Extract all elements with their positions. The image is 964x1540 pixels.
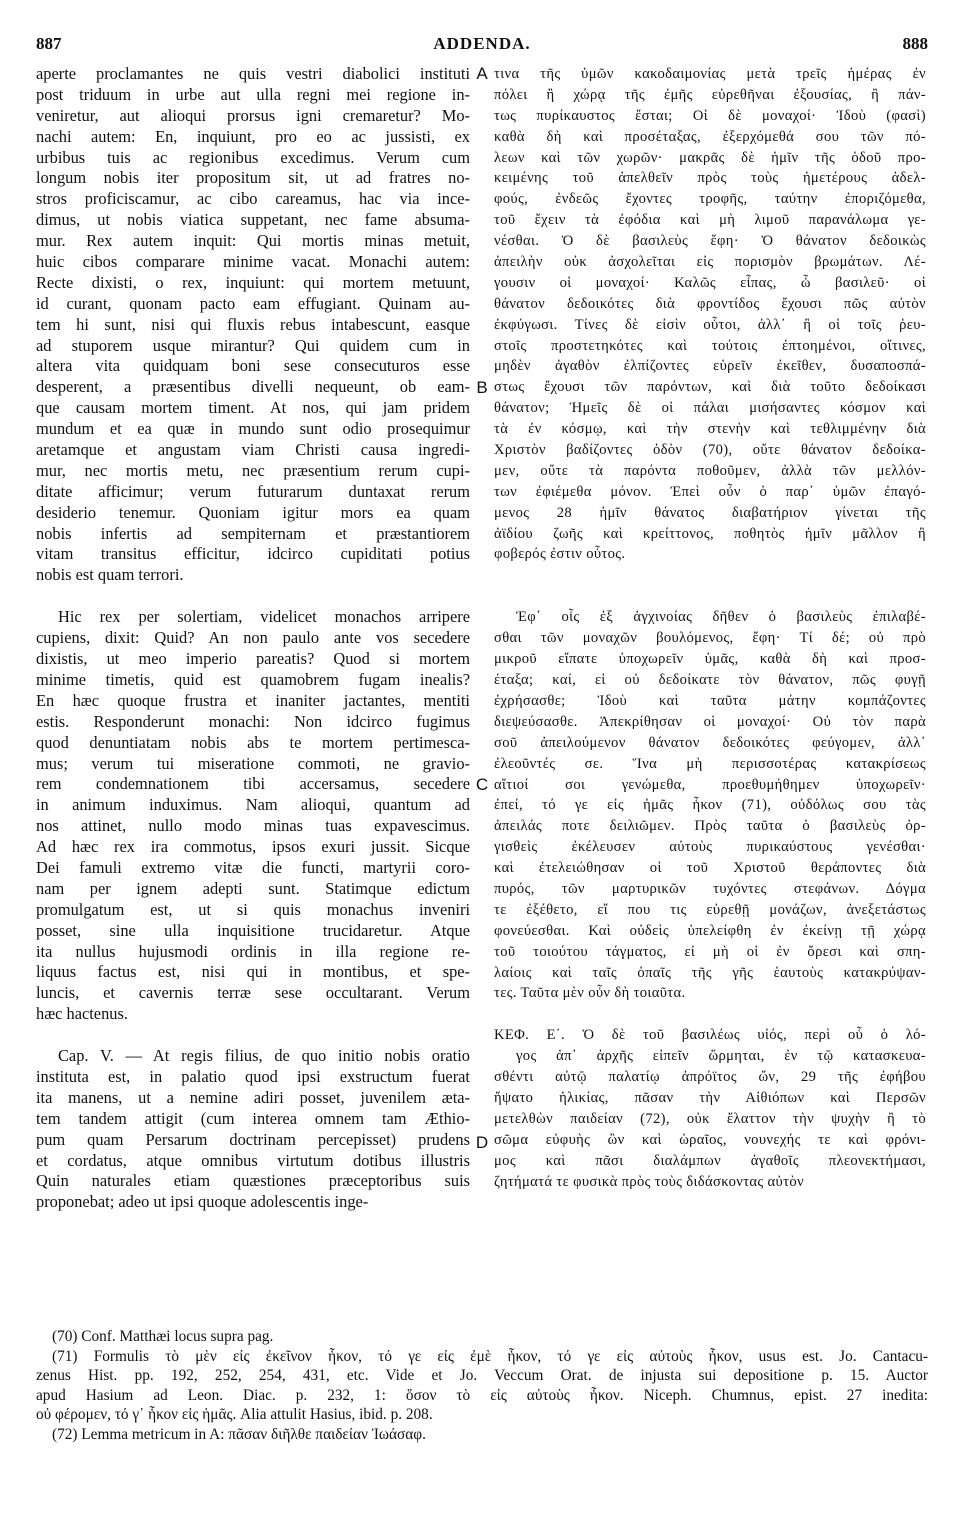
latin-text-line: que causam mortem timent. At nos, qui jam pridem	[36, 398, 470, 418]
greek-text-line: ἀπειλάς ποτε δειλιῶμεν. Πρὸς ταῦτα ὁ βασιλεὺς ὀρ-	[494, 818, 926, 835]
greek-text-line: θάνατον; Ἡμεῖς δὲ οἱ πάλαι μισήσαντες κόσμον καὶ	[494, 400, 926, 417]
latin-text-line: aretamque et angustam viam Christi causa ingredi-	[36, 440, 470, 460]
latin-text-line: vitam transitus efficitur, idcirco cupiditati potius	[36, 544, 470, 564]
latin-text-line: ita nullus hujusmodi ordinis in illa regione re-	[36, 941, 470, 961]
greek-text-line: Ἐφ᾽ οἷς ἐξ ἀγχινοίας δῆθεν ὁ βασιλεὺς ἐπιλαβέ-	[516, 609, 926, 626]
greek-text-line: μηδὲν ἀγαθὸν ἐλπίζοντες εὑρεῖν ἐκεῖθεν, δυσαποσπά-	[494, 358, 926, 375]
latin-text-line: ita manens, ut a nemine adiri posset, juvenilem æta-	[36, 1087, 470, 1107]
latin-text-line: urbibus tuis ac regionibus excedimus. Verum cum	[36, 147, 470, 167]
latin-text-line: tem tandem attigit (cum interea omnem tam Æthio-	[36, 1108, 470, 1128]
latin-text-line: et cordatus, atque omnibus virtutum dotibus illustris	[36, 1150, 470, 1170]
left-page-number: 887	[36, 34, 62, 53]
latin-text-line: Hic rex per solertiam, videlicet monachos arripere	[58, 607, 470, 627]
latin-text-line: desiderio tenemur. Quoniam igitur mors ea quam	[36, 502, 470, 522]
latin-text-line: promulgatum est, ut si quis monachus inveniri	[36, 899, 470, 919]
latin-text-line: quod denuntiatam nobis abs te mortem pertimesca-	[36, 732, 470, 752]
latin-text-line: En hæc quoque frustra et inaniter jactantes, mentiti	[36, 690, 470, 710]
right-page-number: 888	[902, 34, 928, 53]
footnote-line: (72) Lemma metricum in A: πᾶσαν διῆλθε παιδείαν Ἰωάσαφ.	[52, 1425, 426, 1443]
footnote-line: apud Hasium ad Leon. Diac. p. 232, 1: ὅσον τὸ εἰς αὐτοὺς ἧκον. Niceph. Chumnus, epist. 27 inedita:	[36, 1386, 928, 1404]
latin-column	[36, 64, 470, 1213]
greek-text-line: τε ἐξέθετο, εἴ που τις εὑρεθῇ μονάζων, ἀνεξετάστως	[494, 901, 926, 918]
latin-text-line: liquus factus est, nisi qui in montibus, et spe-	[36, 962, 470, 982]
greek-text-line: μετελθὼν παιδείαν (72), οὐκ ἔλαττον τὴν ψυχὴν ἢ τὸ	[494, 1110, 926, 1127]
latin-text-line-gap	[36, 586, 470, 607]
latin-text-line: dimus, ut nobis viatica suppetant, nec fame absuma-	[36, 210, 470, 230]
greek-text-line-gap	[494, 1004, 926, 1025]
greek-text-line: τως πυρίκαυστος ἔσται; Οἱ δὲ μοναχοί· Ἰδοὺ (φασὶ)	[494, 107, 926, 124]
section-marker-a: A	[476, 64, 488, 83]
greek-text-line: σοῦ ἀπειλούμενον θάνατον δεδοικότες φεύγομεν, ἀλλ᾽	[494, 734, 926, 751]
latin-text-line: stros proficiscamur, ac cibo careamus, hac via ince-	[36, 189, 470, 209]
footnote-line: (70) Conf. Matthæi locus supra pag.	[52, 1328, 274, 1345]
latin-text-line-gap	[36, 1025, 470, 1046]
greek-text-line: στως ἔχουσι τῶν παρόντων, καὶ διὰ τοῦτο δεδοίκασι	[494, 379, 926, 396]
greek-text-line: τοῦ ἔχειν τὰ ἐφόδια καὶ μὴ λιμοῦ παρανάλωμα γε-	[494, 212, 926, 229]
greek-text-line: ἀϊδίου ζωῆς καὶ κρείττονος, ποθητὸς ἡμῖν μᾶλλον ἢ	[494, 525, 926, 542]
footnotes	[36, 1327, 928, 1445]
latin-text-line: posset, sine ulla inquisitione trucidaretur. Atque	[36, 920, 470, 940]
latin-text-line: mundum et ea quæ in mundo sunt odio prosequimur	[36, 419, 470, 439]
latin-text-line: Dei famuli extremo vitæ die functi, martyrii coro-	[36, 857, 470, 877]
latin-text-line: huic cibos comparare minime vacat. Monachi autem:	[36, 252, 470, 272]
greek-text-line: των ἐφιέμεθα μόνον. Ἐπεὶ οὖν ὁ παρ᾽ ὑμῶν ἐπαγό-	[494, 483, 926, 500]
section-marker-d: D	[475, 1133, 489, 1152]
latin-text-line: post triduum in urbe aut ulla regni mei regione in-	[36, 84, 470, 104]
greek-text-line: ΚΕΦ. Ε΄. Ὁ δὲ τοῦ βασιλέως υἱός, περὶ οὗ ὁ λό-	[494, 1027, 926, 1044]
greek-text-line: σῶμα εὐφυὴς ὢν καὶ ὡραῖος, νουνεχής τε καὶ φρόνι-	[494, 1131, 926, 1148]
latin-text-line: id curant, quonam pacto eam effugiant. Quinam au-	[36, 293, 470, 313]
greek-text-line: μεν, οὔτε τὰ παρόντα ποθοῦμεν, ἀλλὰ τῶν μελλόν-	[494, 462, 926, 479]
greek-text-line: ἐκφύγωσι. Τίνες δὲ εἰσὶν οὗτοι, ἀλλ᾽ ἢ οἱ τοῖς ῥευ-	[494, 316, 926, 333]
latin-text-line: nachi autem: En, inquiunt, pro eo ac jussisti, ex	[36, 126, 470, 146]
greek-text-line: σθαι τῶν μοναχῶν βουλόμενος, ἔφη· Τί δέ; οὐ πρὸ	[494, 630, 926, 647]
greek-text-line: θάνατον δεδοικότες διὰ φροντίδος ἔχουσι πῶς αὐτὸν	[494, 295, 926, 312]
latin-text-line: desperent, a præsentibus divelli nequeunt, ob eam-	[36, 377, 470, 397]
greek-text-line: καὶ ἐτελειώθησαν οἱ τοῦ Χριστοῦ θεράποντες διὰ	[494, 860, 926, 877]
greek-text-line: νέσθαι. Ὁ δὲ βασιλεὺς ἔφη· Ὁ θάνατον δεδοικὼς	[494, 233, 926, 250]
latin-text-line: mur. Rex autem inquit: Qui mortis minas metuit,	[36, 231, 470, 251]
greek-text-line: τὰ ἐν κόσμῳ, καὶ τὴν στενὴν καὶ τεθλιμμένην διὰ	[494, 421, 926, 438]
greek-text-line: στοῖς προστετηκότες καὶ τούτοις ἐπτοημένοι, οἵτινες,	[494, 337, 926, 354]
greek-text-line-gap	[494, 586, 926, 607]
latin-text-line: veniretur, aut alioqui prorsus igni cremaretur? Mo-	[36, 105, 470, 125]
greek-text-line: τοῦ τοιούτου τάγματος, εἰ μὴ οἱ ἐν ὄρεσι καὶ σπη-	[494, 943, 926, 960]
latin-text-line: nobis est quam terrori.	[36, 565, 184, 585]
greek-text-line: καθὰ δὴ καὶ προσέταξας, ἐξερχόμεθά σου τῶν πό-	[494, 128, 926, 145]
greek-text-line-gap	[494, 565, 926, 586]
latin-text-line: pum quam Persarum doctrinam percepisset) prudens	[36, 1129, 470, 1149]
page-header	[36, 34, 928, 60]
greek-text-line: τινα τῆς ὑμῶν κακοδαιμονίας μετὰ τρεῖς ἡμέρας ἐν	[494, 66, 926, 82]
greek-text-line: ζητήματά τε φυσικὰ πρὸς τοὺς διδάσκοντας αὐτὸν	[494, 1173, 804, 1190]
footnote-line: (71) Formulis τὸ μὲν εἰς ἐκεῖνον ἧκον, τό γε εἰς ἐμὲ ἧκον, τό γε εἰς αὐτοὺς ἧκον, usus est. Jo. Cantacu-	[52, 1347, 928, 1365]
greek-text-line: τες. Ταῦτα μὲν οὖν δὴ τοιαῦτα.	[494, 985, 686, 1002]
greek-text-line: αἴτιοί σοι γενώμεθα, προεθυμήθημεν ὑποχωρεῖν·	[494, 776, 926, 793]
greek-text-line: φονεύεσθαι. Καὶ οὐδεὶς ὑπελείφθη ἐν ἐκείνῃ τῇ χώρᾳ	[494, 922, 926, 939]
greek-text-line: ἥψατο ἡλικίας, πᾶσαν τὴν Αἰθιόπων καὶ Περσῶν	[494, 1089, 926, 1106]
greek-text-line: ἐχρήσασθε; Ἰδοὺ καὶ ταῦτα μάτην κομπάζοντες	[494, 692, 926, 709]
latin-text-line: Cap. V. — At regis filius, de quo initio nobis oratio	[58, 1046, 470, 1066]
greek-text-line: ἐπεί, τό γε εἰς ἡμᾶς ἧκον (71), οὐδόλως σου τὰς	[494, 797, 926, 814]
greek-text-line: διεψεύσασθε. Ἀπεκρίθησαν οἱ μοναχοί· Οὐ τὸν παρὰ	[494, 713, 926, 730]
greek-text-line: φοβερός ἐστιν οὗτος.	[494, 546, 626, 563]
footnote-line: zenus Hist. pp. 192, 252, 254, 431, etc. Vide et Jo. Veccum Orat. de injusta sui depositione p. 15. Auctor	[36, 1367, 928, 1385]
greek-text-line: σθέντι αὐτῷ παλατίῳ ἀπρόϊτος ὤν, 29 τῆς ἐφήβου	[494, 1069, 926, 1086]
greek-column	[494, 64, 926, 1192]
greek-text-line: γος ἀπ᾽ ἀρχῆς εἰπεῖν ὥρμηται, ἐν τῷ κατασκευα-	[516, 1048, 926, 1065]
latin-text-line: Recte dixisti, o rex, inquiunt: qui mortem metuunt,	[36, 272, 470, 292]
greek-text-line: λεων καὶ τῶν χωρῶν· μακρᾶς δὲ ἡμῖν τῆς ὁδοῦ προ-	[494, 149, 926, 166]
latin-text-line: ditate afficimur; verum futurarum duntaxat rerum	[36, 481, 470, 501]
latin-text-line: aperte proclamantes ne quis vestri diabolici instituti	[36, 64, 470, 83]
latin-text-line: cupiens, dixit: Quid? An non paulo ante vos secedere	[36, 628, 470, 648]
latin-text-line: mus; verum tui miseratione commoti, ne gravio-	[36, 753, 470, 773]
greek-text-line: πυρός, τῶν μαρτυρικῶν τυχόντες στεφάνων. Δόγμα	[494, 880, 926, 897]
greek-text-line: ἐλεοῦντές σε. Ἵνα μὴ περισσοτέρας κατακρίσεως	[494, 755, 926, 772]
latin-text-line: luncis, et cavernis terræ sese occultarant. Verum	[36, 983, 470, 1003]
greek-text-line: μος καὶ πᾶσι διαλάμπων ἀγαθοῖς πλεονεκτήμασι,	[494, 1152, 926, 1169]
latin-text-line: in animum induximus. Nam alioqui, quantum ad	[36, 795, 470, 815]
greek-text-line: φούς, ἐνδεῶς ἔχοντες τροφῆς, ταύτην ἐποριζόμεθα,	[494, 191, 926, 208]
latin-text-line: ad stuporem usque mirantur? Qui quidem cum in	[36, 335, 470, 355]
greek-text-line: ἀπειλὴν οὐκ ἀσχολεῖται εἰς πορισμὸν βρωμάτων. Λέ-	[494, 254, 926, 271]
latin-text-line: dixistis, ut meo imperio pareatis? Quod si mortem	[36, 649, 470, 669]
latin-text-line: nos attinet, nullo modo minas tuas expavescimus.	[36, 816, 470, 836]
greek-text-line: μικροῦ εἴπατε ὑποχωρεῖν ὑμᾶς, καθὰ δὴ καὶ προσ-	[494, 651, 926, 668]
latin-text-line: Quin naturales etiam quæstiones præceptoribus suis	[36, 1171, 470, 1191]
latin-text-line: tem hi sunt, nisi qui fluxis rebus intabescunt, easque	[36, 314, 470, 334]
greek-text-line: Χριστὸν βαδίζοντες ὁδὸν (70), οὔτε θάνατον δεδοίκα-	[494, 442, 926, 459]
latin-text-line: nam per ignem adepti sunt. Statimque edictum	[36, 878, 470, 898]
greek-text-line: γισθεὶς ἐκέλευσεν αὐτοὺς πυρικαύστους γενέσθαι·	[494, 839, 926, 856]
latin-text-line: nobis infertis ad sempiternam et præstantiorem	[36, 523, 470, 543]
greek-text-line: πόλει ἢ χώρᾳ τῆς ἐμῆς εὑρεθῆναι ἐξουσίας, ἢ πάν-	[494, 86, 926, 103]
latin-text-line: minime timetis, quid est quamobrem fugam inealis?	[36, 669, 470, 689]
section-marker-c: C	[475, 775, 489, 794]
running-title: ADDENDA.	[433, 34, 531, 53]
greek-text-line: λαίοις καὶ ταῖς ὀπαῖς τῆς γῆς ἑαυτοὺς κατακρύψαν-	[494, 964, 926, 981]
greek-text-line: κειμένης τοῦ ἀπελθεῖν πρὸς τοὺς ἡμετέρους ἀδελ-	[494, 170, 926, 187]
footnote-line: οὐ φέρομεν, τό γ᾽ ἧκον εἰς ἡμᾶς. Alia attulit Hasius, ibid. p. 208.	[36, 1406, 433, 1424]
latin-text-line: Ad hæc rex ira commotus, ipsos exuri jussit. Sicque	[36, 837, 470, 857]
latin-text-line: proponebat; adeo ut ipsi quoque adolescentis inge-	[36, 1192, 369, 1212]
latin-text-line: longum nobis iter propositum sit, ut ad fratres no-	[36, 168, 470, 188]
greek-text-line: έταξα; καί, εἰ οὐ δεδοίκατε τὸν θάνατον, πῶς φυγῇ	[494, 672, 926, 689]
greek-text-line: μενος 28 ἡμῖν θάνατος διαβατήριον γίνεται τῆς	[494, 504, 926, 521]
section-marker-b: B	[476, 378, 488, 397]
latin-text-line: altera vita quidquam boni sese consecuturos esse	[36, 356, 470, 376]
latin-text-line: estis. Responderunt monachi: Non idcirco fugimus	[36, 711, 470, 731]
greek-text-line: γουσιν οἱ μοναχοί· Καλῶς εἶπας, ὦ βασιλεῦ· οἱ	[494, 274, 926, 291]
latin-text-line: mur, nec mortis metu, nec præsentium rerum cupi-	[36, 460, 470, 480]
latin-text-line: instituta est, in palatio quod ipsi exstructum fuerat	[36, 1066, 470, 1086]
latin-text-line: rem condemnationem tibi accersamus, secedere	[36, 774, 470, 794]
latin-text-line: hæc hactenus.	[36, 1004, 128, 1024]
